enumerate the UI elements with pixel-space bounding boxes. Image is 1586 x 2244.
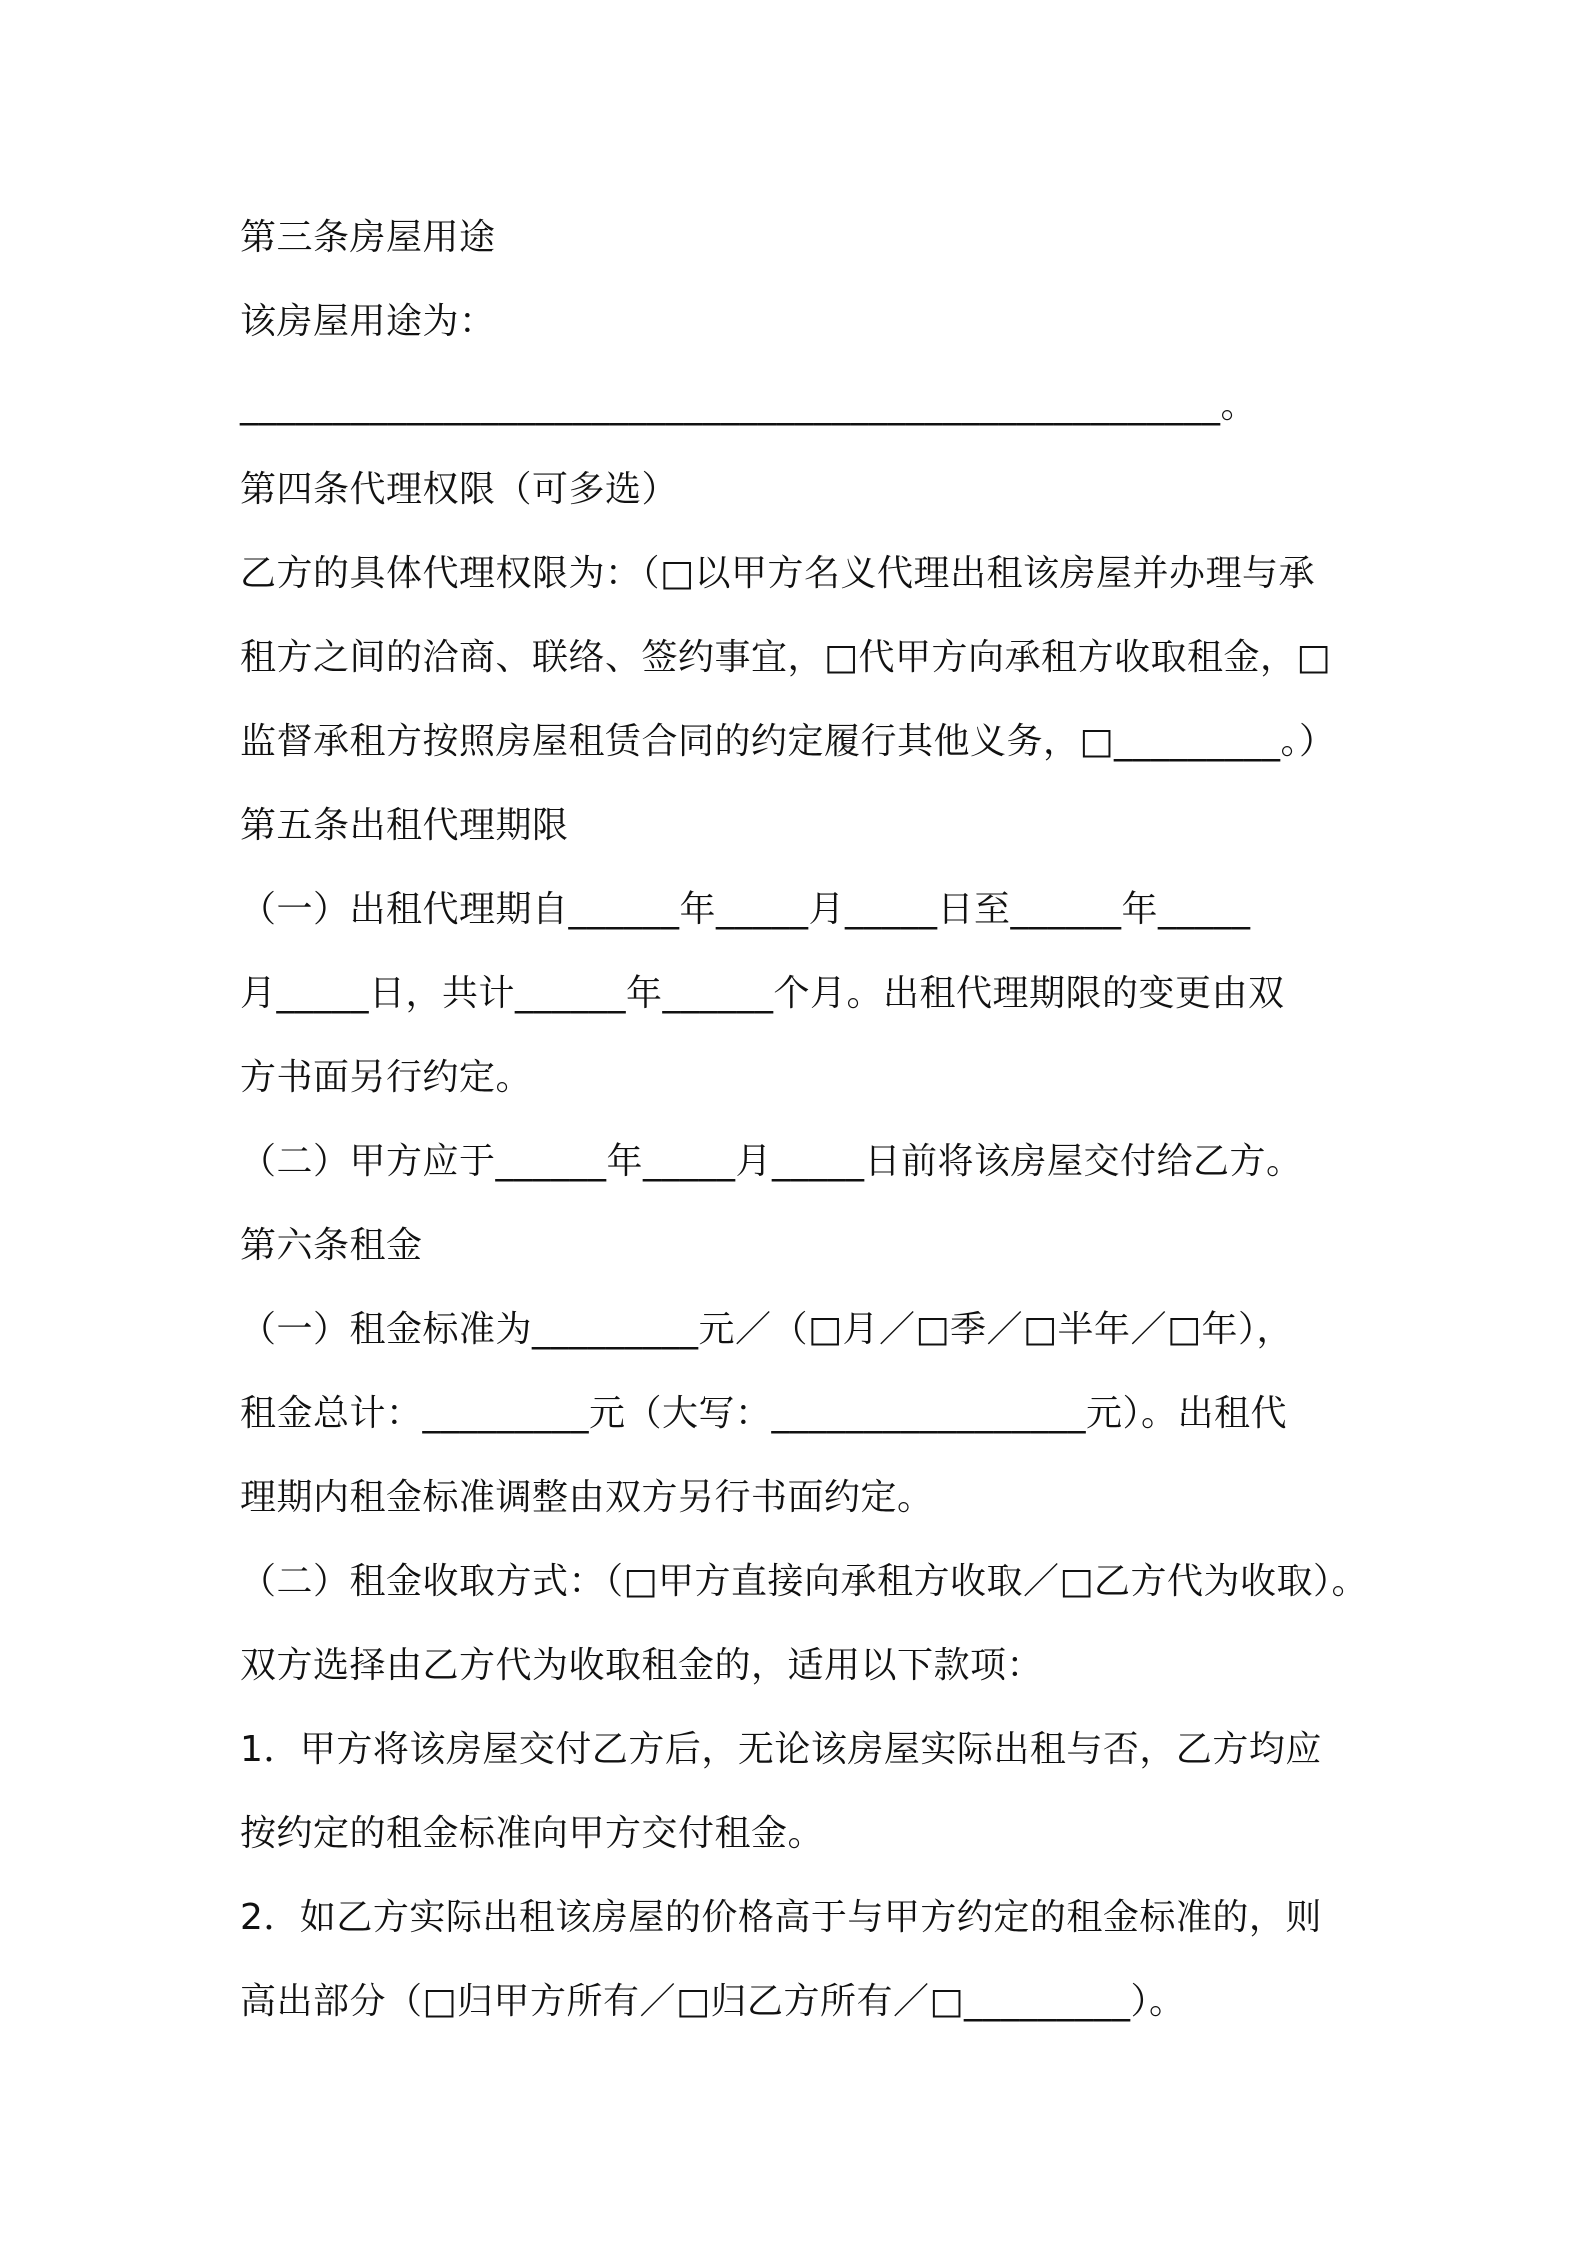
article-6-clause-1-line-3: 理期内租金标准调整由双方另行书面约定。: [240, 1477, 934, 1518]
article-3-text: 该房屋用途为：: [240, 301, 496, 342]
article-6-heading: 第六条租金: [240, 1225, 423, 1266]
article-6-item-2-line-1: 2．如乙方实际出租该房屋的价格高于与甲方约定的租金标准的，则: [240, 1897, 1322, 1938]
article-3-heading: 第三条房屋用途: [240, 217, 496, 258]
article-5-clause-2: （二）甲方应于______年_____月_____日前将该房屋交付给乙方。: [240, 1141, 1303, 1182]
fill-in-blank-line: _____________________________________________________。: [240, 385, 1257, 426]
article-6-clause-2-intro: 双方选择由乙方代为收取租金的，适用以下款项：: [240, 1645, 1044, 1686]
document-body: [240, 196, 1369, 2044]
article-6-item-1-line-2: 按约定的租金标准向甲方交付租金。: [240, 1813, 825, 1854]
article-4-heading: 第四条代理权限（可多选）: [240, 469, 679, 510]
article-5-heading: 第五条出租代理期限: [240, 805, 569, 846]
article-4-text-line-3: 监督承租方按照房屋租赁合同的约定履行其他义务，□_________。）: [240, 721, 1336, 762]
article-4-text-line-2: 租方之间的洽商、联络、签约事宜，□代甲方向承租方收取租金，□: [240, 637, 1332, 678]
article-6-item-2-line-2: 高出部分（□归甲方所有／□归乙方所有／□_________）。: [240, 1981, 1186, 2022]
article-6-clause-1-line-1: （一）租金标准为_________元／（□月／□季／□半年／□年），: [240, 1309, 1294, 1350]
article-4-text-line-1: 乙方的具体代理权限为：（□以甲方名义代理出租该房屋并办理与承: [240, 553, 1316, 594]
article-5-clause-1-line-2: 月_____日，共计______年______个月。出租代理期限的变更由双: [240, 973, 1285, 1014]
article-6-clause-1-line-2: 租金总计：_________元（大写：_________________元）。出租代: [240, 1393, 1288, 1434]
article-5-clause-1-line-1: （一）出租代理期自______年_____月_____日至______年_____: [240, 889, 1251, 930]
article-6-clause-2: （二）租金收取方式：（□甲方直接向承租方收取／□乙方代为收取）。: [240, 1561, 1369, 1602]
article-6-item-1-line-1: 1．甲方将该房屋交付乙方后，无论该房屋实际出租与否，乙方均应: [240, 1729, 1322, 1770]
article-5-clause-1-line-3: 方书面另行约定。: [240, 1057, 533, 1098]
